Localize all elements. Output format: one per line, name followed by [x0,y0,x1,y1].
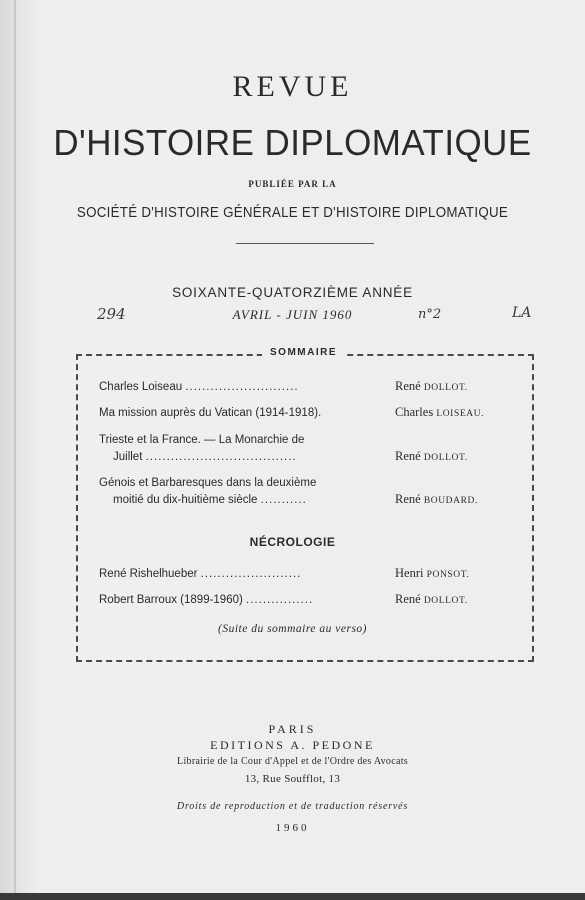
necrologie-heading: NÉCROLOGIE [249,535,336,549]
toc-entry-author: René BOUDARD. [395,492,478,506]
necro-entry-title: René Rishelhueber ........................ [99,568,302,580]
publisher-city: PARIS [268,722,317,736]
societe-name: SOCIÉTÉ D'HISTOIRE GÉNÉRALE ET D'HISTOIRE DIPLOMATIQUE [76,205,509,221]
suite-note: (Suite du sommaire au verso) [218,623,367,635]
sommaire-label: SOMMAIRE [262,347,345,358]
handwritten-note-left: 294 [97,305,126,323]
year-count: SOIXANTE-QUATORZIÈME ANNÉE [172,285,413,300]
publisher-librairie: Librairie de la Cour d'Appel et de l'Ordre des Avocats [177,756,408,767]
handwritten-note-mid: n°2 [418,307,442,322]
toc-entry-author: René DOLLOT. [395,449,468,463]
necro-entry-author: Henri PONSOT. [395,566,470,580]
bottom-edge-shadow [0,893,585,900]
publisher-address: 13, Rue Soufflot, 13 [244,773,341,785]
issue-date: AVRIL - JUIN 1960 [232,307,353,322]
rights-notice: Droits de reproduction et de traduction réservés [176,801,409,812]
toc-entry-author: Charles LOISEAU. [395,405,485,419]
handwritten-note-right: LA [512,305,532,321]
necro-entry-title: Robert Barroux (1899-1960) ................ [99,594,314,606]
revue-heading: REVUE [232,70,353,103]
toc-entry-author: René DOLLOT. [395,379,468,393]
toc-entry-title: Trieste et la France. — La Monarchie de Juillet .................................... [99,434,305,463]
publiee-par-la: PUBLIÉE PAR LA [248,179,337,189]
title-rule [236,243,374,244]
toc-entry-title: Génois et Barbaresques dans la deuxième moitié du dix-huitième siècle ........... [99,477,317,506]
toc-entry-title: Charles Loiseau ........................... [99,381,299,393]
toc-entry-title: Ma mission auprès du Vatican (1914-1918). [99,407,322,419]
necro-entry-author: René DOLLOT. [395,592,468,606]
publisher-name: EDITIONS A. PEDONE [210,738,375,752]
journal-title: D'HISTOIRE DIPLOMATIQUE [53,122,532,163]
publication-year: 1960 [275,822,310,834]
